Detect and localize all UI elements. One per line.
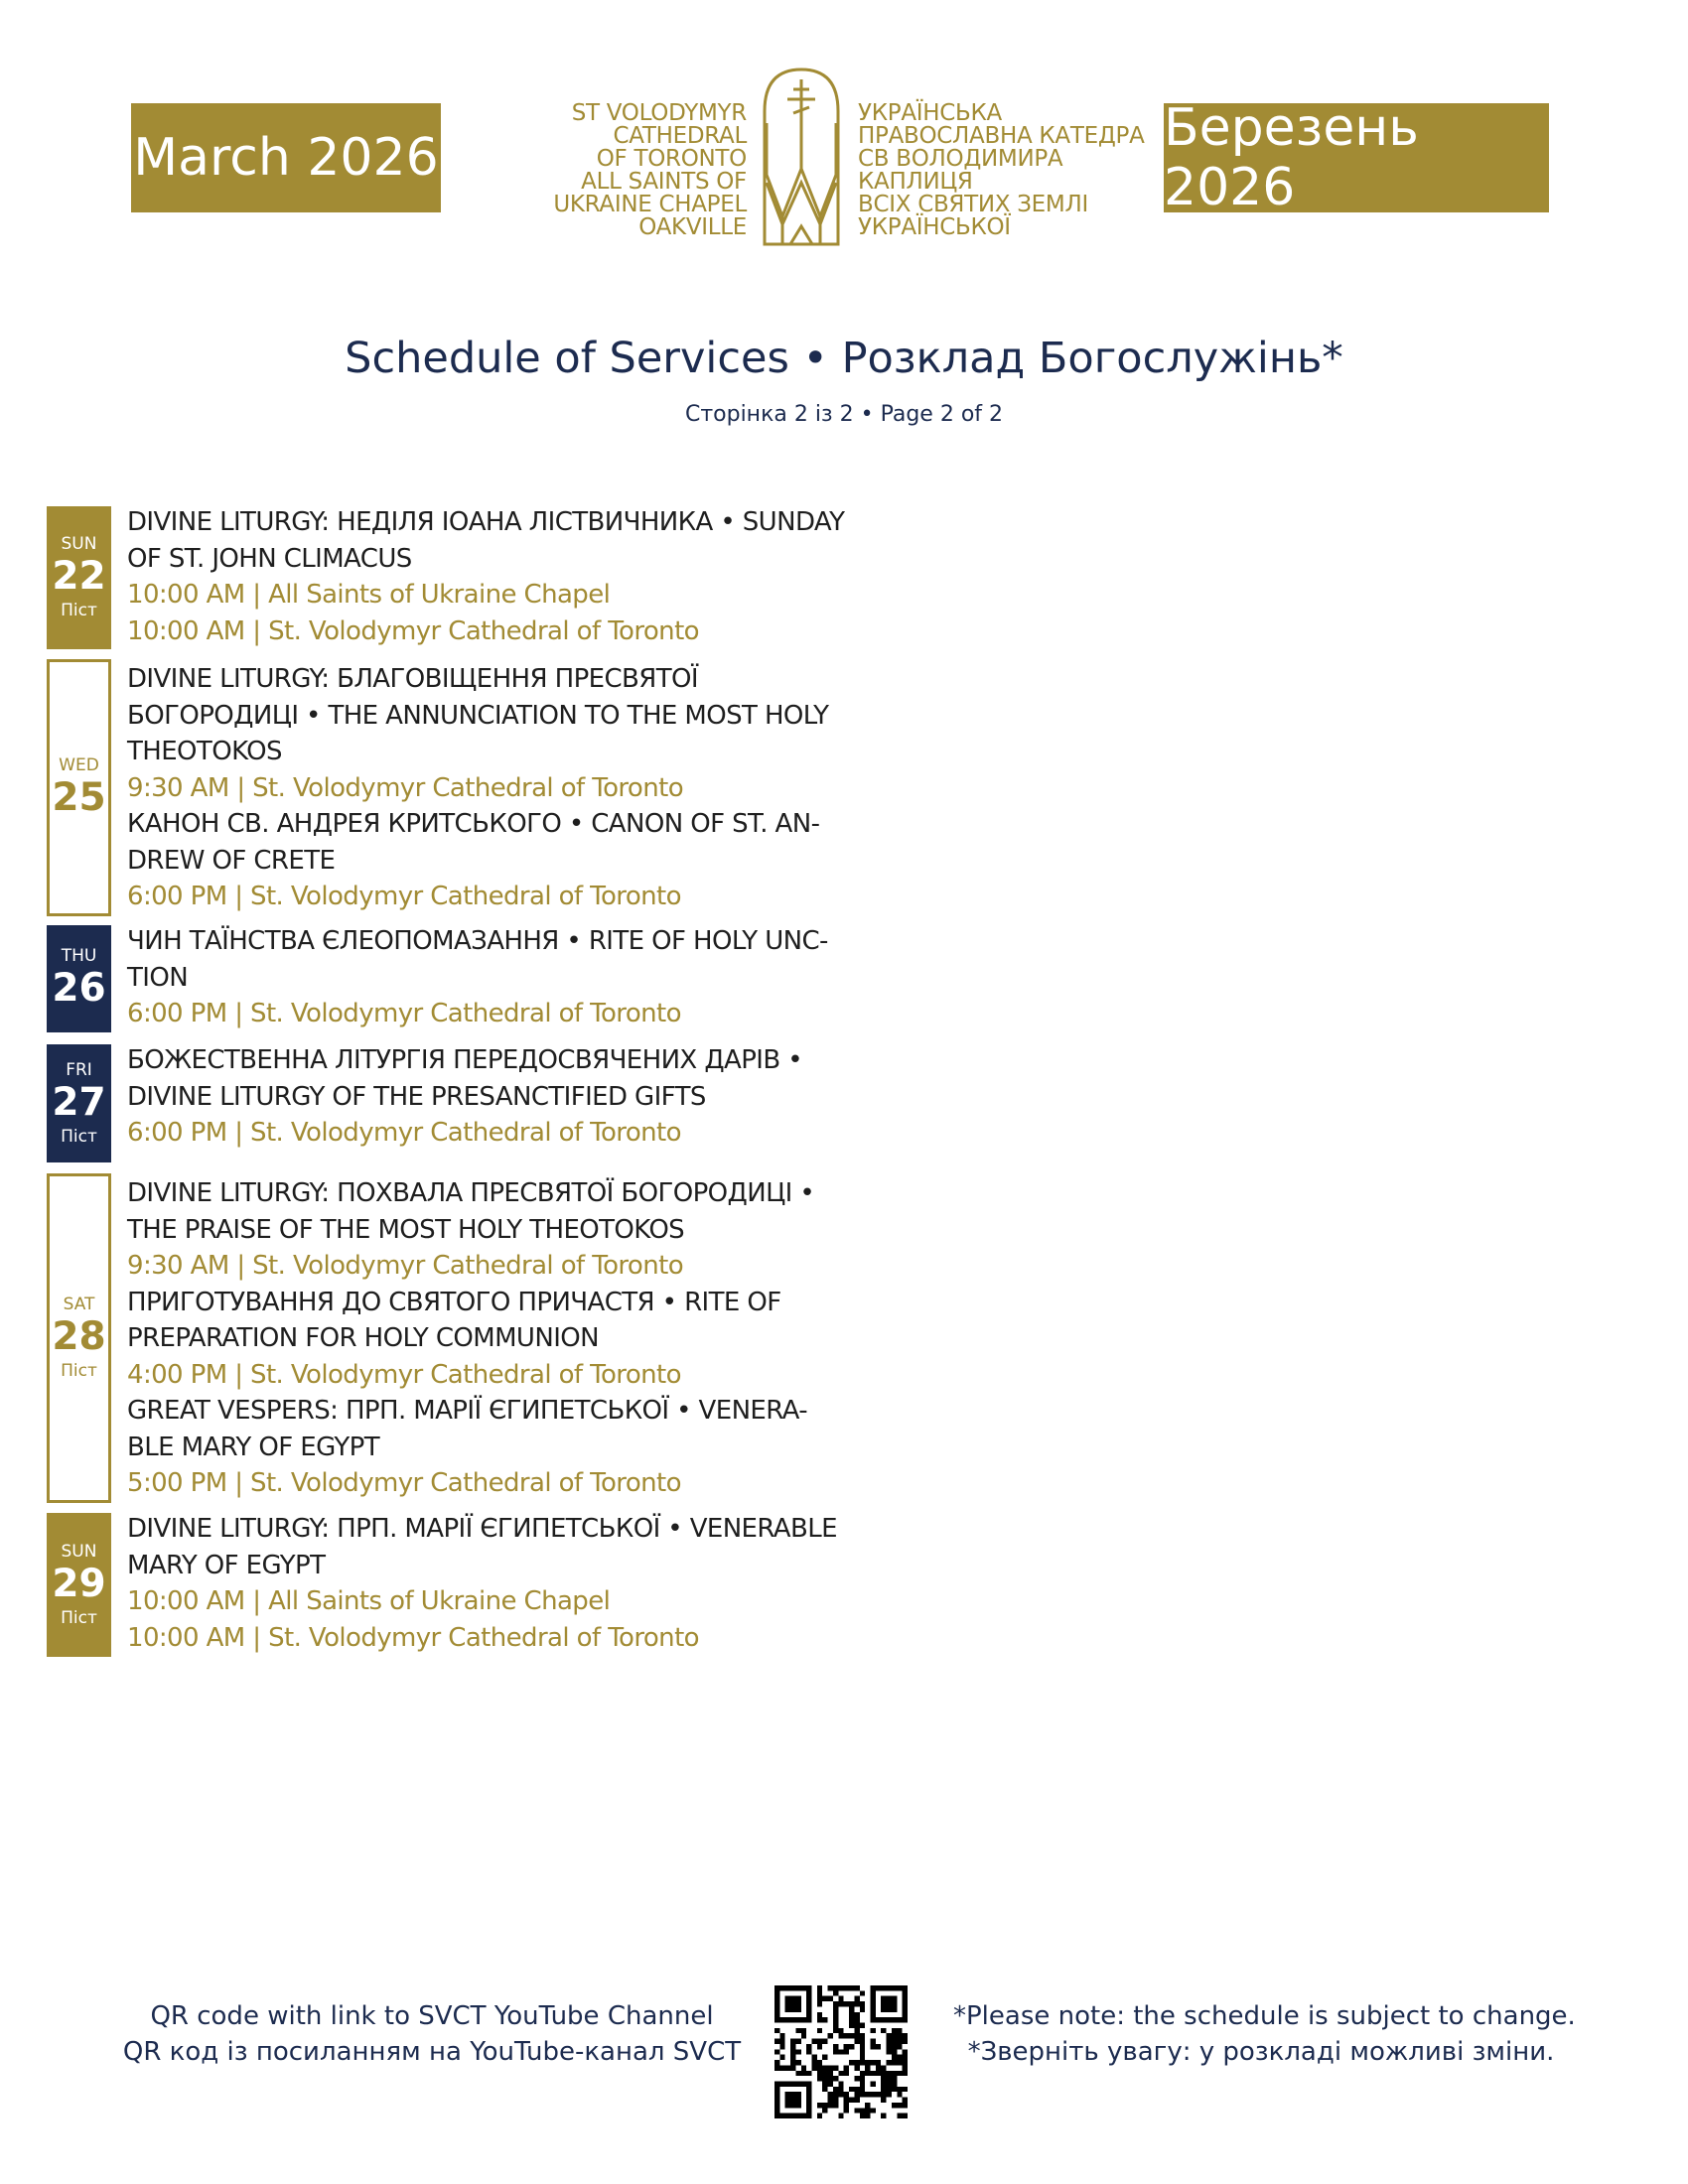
service-time-location: 10:00 AM | All Saints of Ukraine Chapel [127,580,611,610]
day-of-week: THU [61,946,97,966]
fast-tag: Піст [61,1126,97,1147]
day-number: 29 [52,1561,106,1606]
logo-line: УКРАЇНСЬКОЇ [858,214,1011,240]
day-of-week: SUN [61,534,97,554]
page-title: Schedule of Services • Розклад Богослужінь* [345,334,1343,383]
service-entry [127,1175,852,1502]
service-title-line: BLE MARY OF EGYPT [127,1432,379,1462]
service-time-location: 9:30 AM | St. Volodymyr Cathedral of Toronto [127,1251,684,1281]
service-title-line: GREAT VESPERS: ПРП. МАРІЇ ЄГИПЕТСЬКОЇ • VENERA- [127,1396,808,1426]
service-title-line: THEOTOKOS [127,737,282,766]
service-title-line: ПРИГОТУВАННЯ ДО СВЯТОГО ПРИЧАСТЯ • RITE OF [127,1287,781,1317]
service-title-line: КАНОН СВ. АНДРЕЯ КРИТСЬКОГО • CANON OF ST. AN- [127,809,820,839]
service-time-location: 10:00 AM | St. Volodymyr Cathedral of Toronto [127,615,699,646]
day-of-week: SUN [61,1541,97,1562]
logo-line: UKRAINE CHAPEL [553,192,747,217]
month-label-en: March 2026 [131,103,441,212]
service-time-location: 10:00 AM | St. Volodymyr Cathedral of Toronto [127,1622,699,1653]
logo-line: OAKVILLE [638,214,747,240]
service-time-location: 4:00 PM | St. Volodymyr Cathedral of Toronto [127,1359,681,1390]
day-number: 22 [52,554,106,599]
service-time-location: 6:00 PM | St. Volodymyr Cathedral of Toronto [127,1118,681,1148]
logo-line: ВСІХ СВЯТИХ ЗЕМЛІ [858,192,1088,217]
logo-line: ST VOLODYMYR [571,100,747,126]
service-title-line: DIVINE LITURGY OF THE PRESANCTIFIED GIFTS [127,1081,706,1112]
service-time-location: 5:00 PM | St. Volodymyr Cathedral of Toronto [127,1468,681,1498]
service-title-line: БОЖЕСТВЕННА ЛІТУРГІЯ ПЕРЕДОСВЯЧЕНИХ ДАРІВ • [127,1045,802,1075]
service-title-line: БОГОРОДИЦІ • THE ANNUNCIATION TO THE MOST HOLY [127,700,829,731]
service-entry [127,1042,852,1152]
service-title-line: DIVINE LITURGY: НЕДІЛЯ ІОАНА ЛІСТВИЧНИКА • SUNDAY [127,507,845,537]
service-title-line: TION [127,962,189,993]
service-title-line: DIVINE LITURGY: БЛАГОВІЩЕННЯ ПРЕСВЯТОЇ [127,664,698,694]
service-title-line: ЧИН ТАЇНСТВА ЄЛЕОПОМАЗАННЯ • RITE OF HOLY UNC- [127,926,828,956]
logo-line: OF TORONTO [596,146,747,172]
cross-cathedral-emblem-icon [761,66,842,248]
day-badge [47,1513,111,1657]
note-uk: *Зверніть увагу: у розкладі можливі зміни. [967,2037,1555,2067]
service-title-line: MARY OF EGYPT [127,1550,326,1580]
service-title-line: OF ST. JOHN CLIMACUS [127,543,412,574]
service-entry [127,923,852,1032]
service-title-line: DIVINE LITURGY: ПОХВАЛА ПРЕСВЯТОЇ БОГОРОДИЦІ • [127,1178,815,1208]
day-badge [47,1044,111,1162]
service-entry [127,661,852,915]
qr-caption-uk: QR код із посиланням на YouTube-канал SVCT [122,2037,742,2067]
schedule-change-note [953,1998,1576,2070]
service-title-line: DREW OF CRETE [127,845,336,876]
logo-line: УКРАЇНСЬКА [858,100,1002,126]
logo-line: CATHEDRAL [613,123,747,149]
day-badge [47,1173,111,1503]
qr-code-icon[interactable] [774,1985,908,2118]
service-time-location: 6:00 PM | St. Volodymyr Cathedral of Toronto [127,999,681,1028]
day-badge [47,659,111,916]
qr-caption-en: QR code with link to SVCT YouTube Channel [150,2001,714,2031]
page-number-label: Сторінка 2 із 2 • Page 2 of 2 [684,402,1004,427]
qr-caption [119,1998,745,2070]
day-number: 25 [52,774,106,820]
day-number: 27 [52,1079,106,1125]
day-of-week: SAT [63,1295,95,1314]
service-entry [127,1511,852,1656]
day-badge [47,925,111,1032]
fast-tag: Піст [61,601,97,620]
day-of-week: FRI [66,1059,92,1080]
logo-text-ukrainian [858,102,1145,239]
logo-text-english [553,102,747,239]
service-title-line: DIVINE LITURGY: ПРП. МАРІЇ ЄГИПЕТСЬКОЇ • VENERABLE [127,1514,837,1544]
fast-tag: Піст [61,1607,97,1628]
service-entry [127,504,852,649]
service-title-line: PREPARATION FOR HOLY COMMUNION [127,1323,599,1353]
day-of-week: WED [59,754,99,775]
service-time-location: 9:30 AM | St. Volodymyr Cathedral of Toronto [127,772,684,803]
logo-line: ПРАВОСЛАВНА КАТЕДРА [858,123,1145,149]
note-en: *Please note: the schedule is subject to change. [953,2001,1576,2031]
month-label-uk: Березень 2026 [1164,103,1549,212]
day-badge [47,506,111,649]
day-number: 26 [52,966,106,1011]
logo-line: СВ ВОЛОДИМИРА [858,146,1063,172]
day-number: 28 [52,1314,106,1359]
logo-line: КАПЛИЦЯ [858,169,973,195]
fast-tag: Піст [61,1361,97,1381]
service-title-line: THE PRAISE OF THE MOST HOLY THEOTOKOS [127,1214,685,1245]
service-time-location: 6:00 PM | St. Volodymyr Cathedral of Toronto [127,882,681,911]
logo-line: ALL SAINTS OF [581,169,747,195]
service-time-location: 10:00 AM | All Saints of Ukraine Chapel [127,1586,611,1616]
